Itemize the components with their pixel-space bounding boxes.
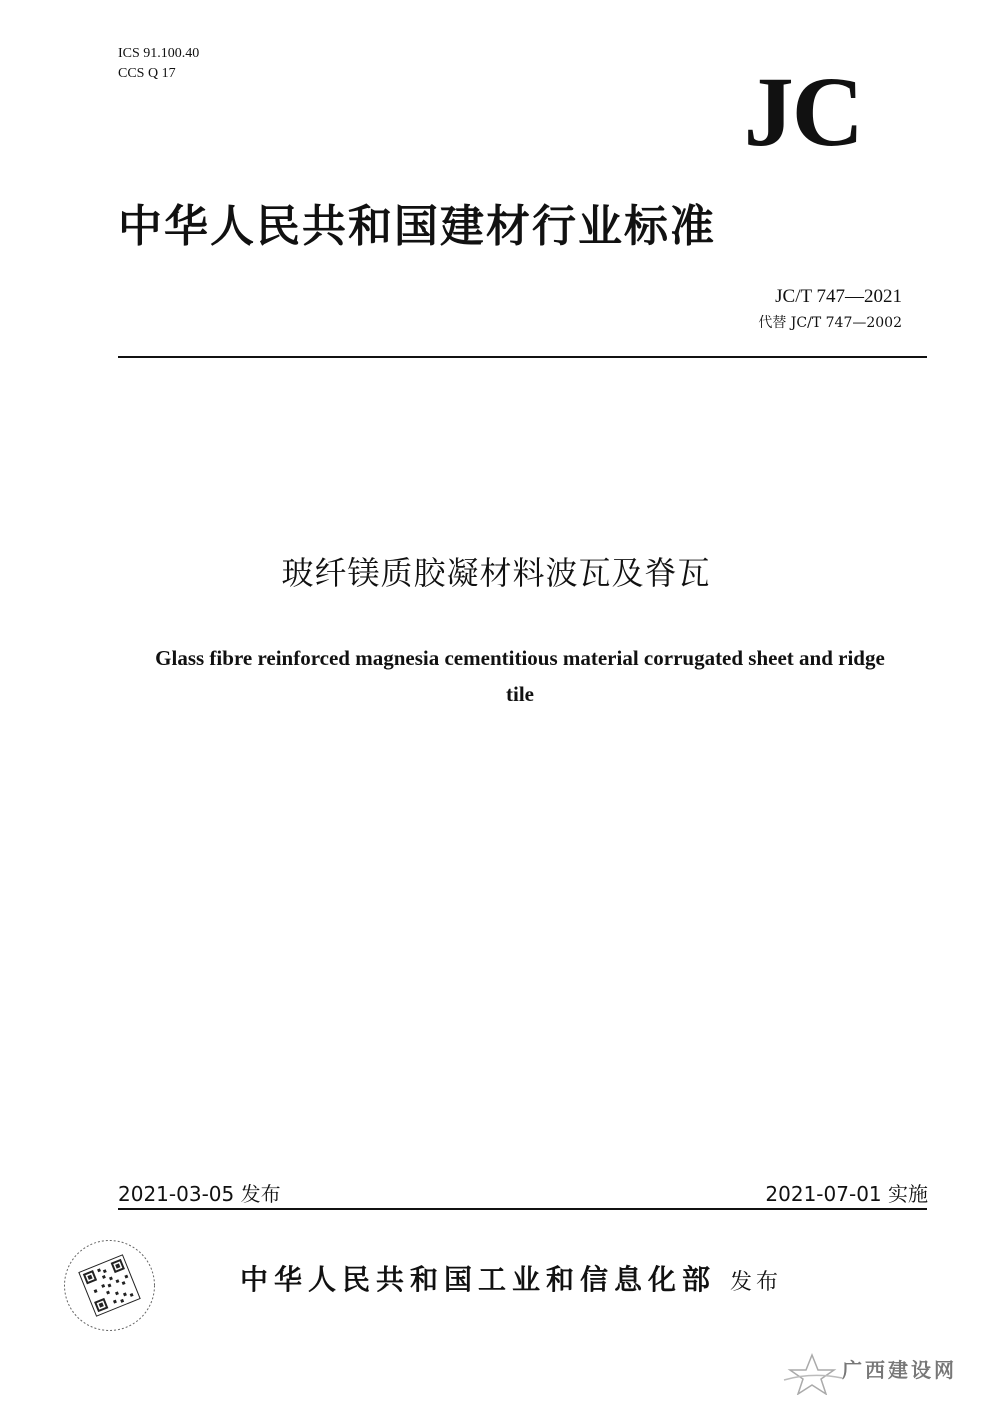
ics-code: ICS 91.100.40 — [118, 46, 200, 61]
watermark-text: 广西建设网 — [842, 1358, 957, 1382]
jc-logo: JC — [743, 56, 862, 167]
publisher — [240, 1258, 782, 1298]
standard-title: 中华人民共和国建材行业标准 — [118, 201, 716, 252]
publisher-suffix: 发布 — [730, 1270, 783, 1295]
standard-number: JC/T 747—2021 — [775, 286, 902, 307]
implement-date: 2021-07-01 实施 — [765, 1182, 928, 1206]
header-divider — [118, 356, 927, 358]
document-title-cn: 玻纤镁质胶凝材料波瓦及脊瓦 — [281, 554, 711, 592]
qr-code-icon — [62, 1238, 157, 1333]
issue-date: 2021-03-05 发布 — [118, 1182, 281, 1206]
publisher-name: 中华人民共和国工业和信息化部 — [240, 1263, 717, 1296]
classification-codes — [118, 44, 199, 84]
footer-divider — [118, 1208, 927, 1210]
ccs-code: CCS Q 17 — [118, 66, 176, 81]
replaces-standard: 代替 JC/T 747—2002 — [758, 315, 902, 331]
document-title-en: Glass fibre reinforced magnesia cementitious material corrugated sheet and ridge tile — [155, 646, 885, 706]
